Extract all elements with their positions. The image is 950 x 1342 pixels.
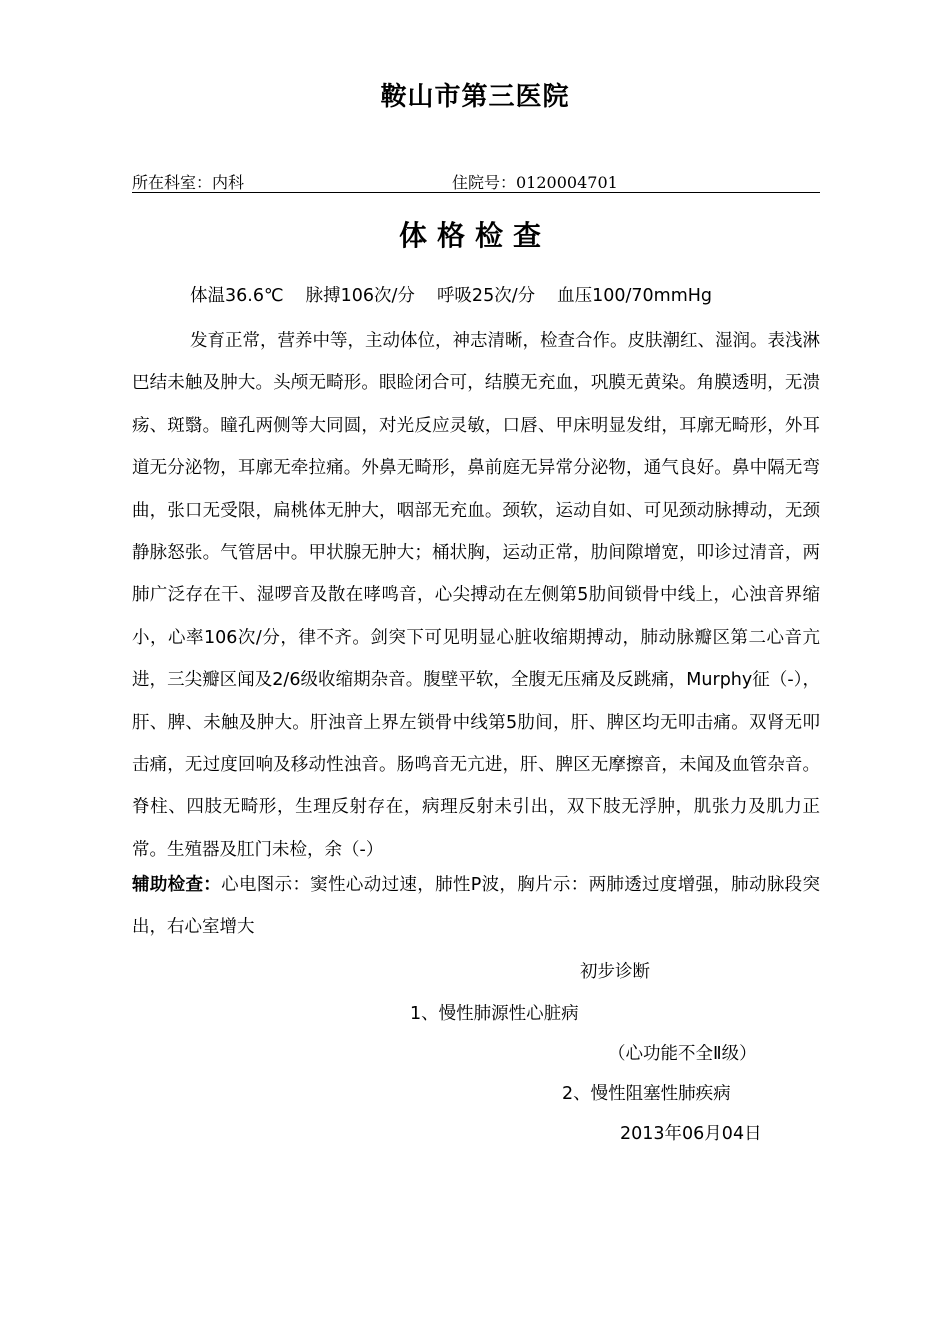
vital-signs: [132, 282, 820, 310]
department-label: 所在科室：内科: [132, 173, 245, 192]
temperature-value: 体温36.6℃: [190, 286, 284, 306]
diagnosis-heading: 初步诊断: [580, 962, 650, 982]
blood-pressure-value: 血压100/70mmHg: [557, 286, 713, 306]
diagnosis-item-1: 1、慢性肺源性心脏病: [410, 1004, 579, 1024]
respiration-value: 呼吸25次/分: [436, 286, 536, 306]
pulse-value: 脉搏106次/分: [305, 286, 415, 306]
auxiliary-exam-label: 辅助检查：: [132, 875, 222, 895]
auxiliary-exam-text: 心电图示：窦性心动过速，肺性P波，胸片示：两肺透过度增强，肺动脉段突出，右心室增大: [132, 875, 820, 938]
auxiliary-exam: [132, 864, 820, 949]
patient-info-line: [132, 170, 820, 193]
section-title: 体格检查: [398, 219, 551, 252]
admission-number: 住院号：0120004701: [452, 173, 618, 192]
diagnosis-item-1-note: （心功能不全Ⅱ级）: [608, 1044, 757, 1064]
record-date: 2013年06月04日: [620, 1124, 762, 1144]
hospital-name: 鞍山市第三医院: [380, 82, 570, 112]
diagnosis-item-2: 2、慢性阻塞性肺疾病: [562, 1084, 731, 1104]
physical-exam-text: 发育正常，营养中等，主动体位，神志清晰，检查合作。皮肤潮红、湿润。表浅淋巴结未触及肿大。头颅无畸形。眼睑闭合可，结膜无充血，巩膜无黄染。角膜透明，无溃疡、斑翳。瞳孔两侧等大同圆，对光反应灵敏，口唇、甲床明显发绀，耳廓无畸形，外耳道无分泌物，耳廓无牵拉痛。外鼻无畸形，鼻前庭无异常分泌物，通气良好。鼻中隔无弯曲，张口无受限，扁桃体无肿大，咽部无充血。颈软，运动自如、可见颈动脉搏动，无颈静脉怒张。气管居中。甲状腺无肿大；桶状胸，运动正常，肋间隙增宽，叩诊过清音，两肺广泛存在干、湿啰音及散在哮鸣音，心尖搏动在左侧第5肋间锁骨中线上，心浊音界缩小，心率106次/分，律不齐。剑突下可见明显心脏收缩期搏动，肺动脉瓣区第二心音亢进，三尖瓣区闻及2/6级收缩期杂音。腹壁平软，全腹无压痛及反跳痛，Murphy征（-），肝、脾、未触及肿大。肝浊音上界左锁骨中线第5肋间，肝、脾区均无叩击痛。双肾无叩击痛，无过度回响及移动性浊音。肠鸣音无亢进，肝、脾区无摩擦音，未闻及血管杂音。脊柱、四肢无畸形，生理反射存在，病理反射未引出，双下肢无浮肿，肌张力及肌力正常。生殖器及肛门未检，余（-）: [132, 331, 820, 860]
